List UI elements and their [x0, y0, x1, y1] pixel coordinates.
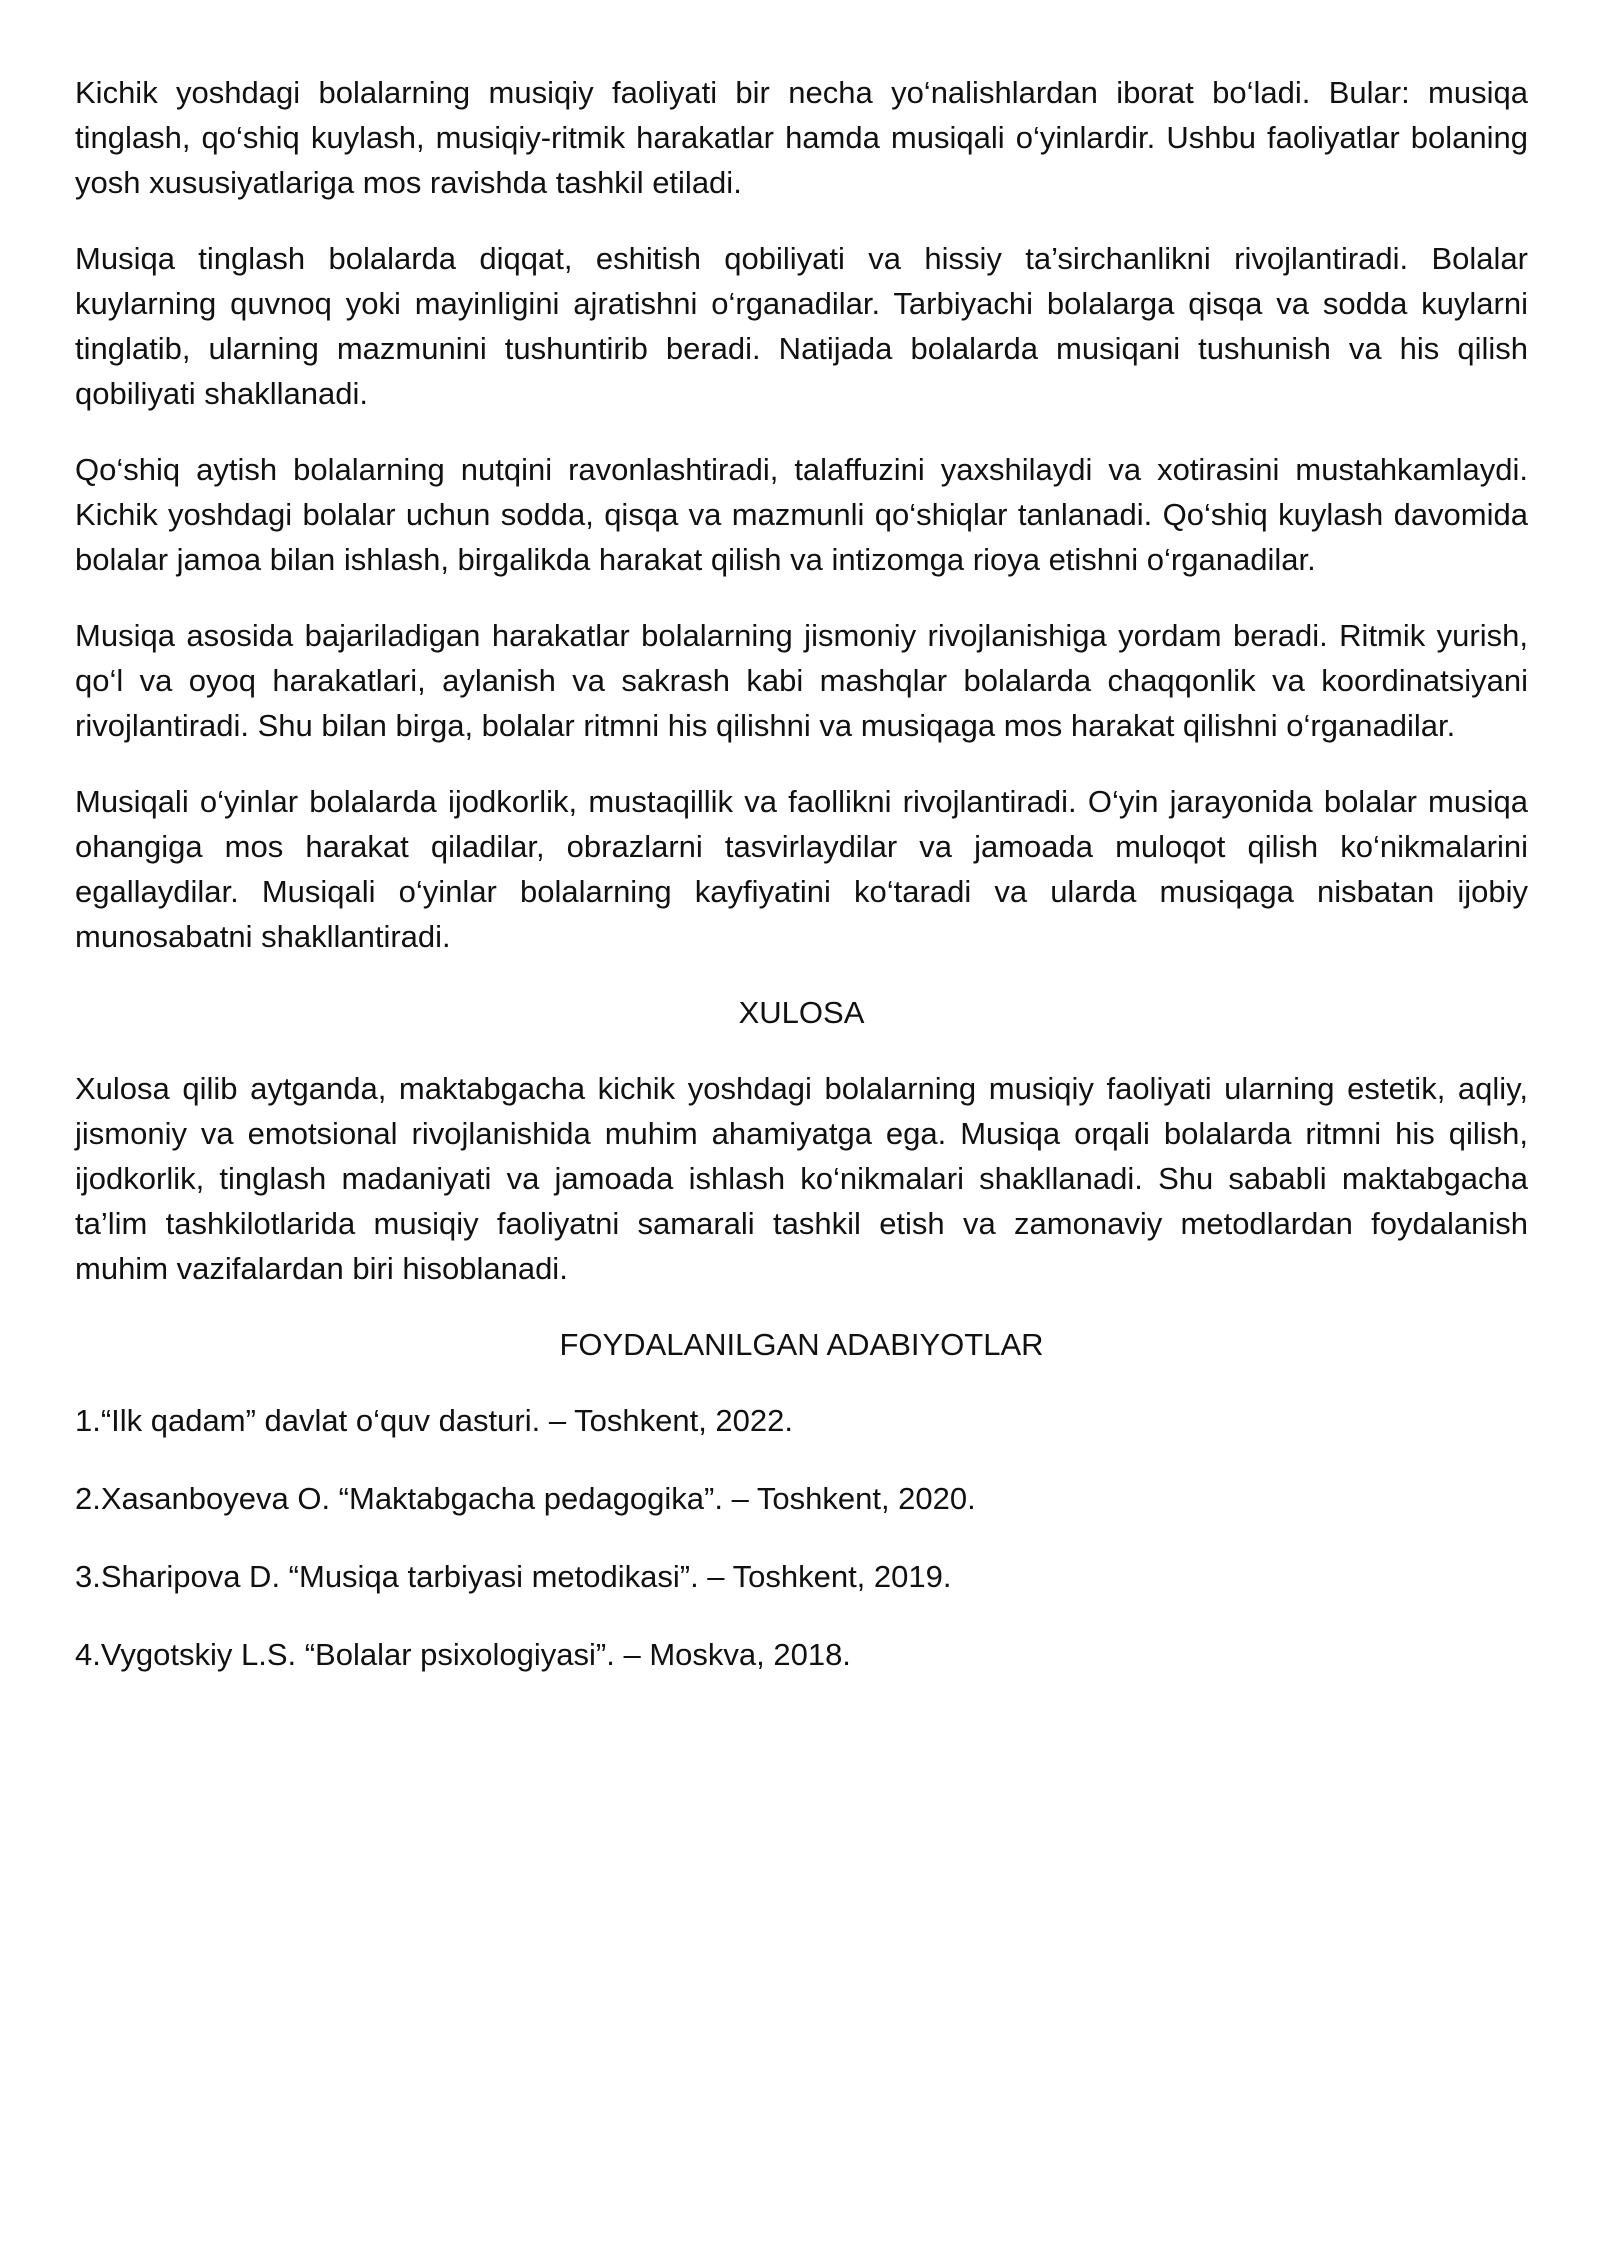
references-list [75, 1398, 1528, 1677]
reference-item-2: 2.Xasanboyeva O. “Maktabgacha pedagogika”. – Toshkent, 2020. [75, 1481, 976, 1516]
body-paragraph-2: Musiqa tinglash bolalarda diqqat, eshitish qobiliyati va hissiy ta’sirchanlikni rivojlantiradi. Bolalar kuylarning quvnoq yoki mayinligini ajratishni o‘rganadilar. Tarbiyachi bolalarga qisqa va sodda kuylarni tinglatib, ularning mazmunini tushuntirib beradi. Natijada bolalarda musiqani tushunish va his qilish qobiliyati shakllanadi. [75, 241, 1528, 411]
document-page [75, 70, 1528, 1710]
body-paragraph-3: Qo‘shiq aytish bolalarning nutqini ravonlashtiradi, talaffuzini yaxshilaydi va xotirasini mustahkamlaydi. Kichik yoshdagi bolalar uchun sodda, qisqa va mazmunli qo‘shiqlar tanlanadi. Qo‘shiq kuylash davomida bolalar jamoa bilan ishlash, birgalikda harakat qilish va intizomga rioya etishni o‘rganadilar. [75, 452, 1528, 577]
body-paragraph-4: Musiqa asosida bajariladigan harakatlar bolalarning jismoniy rivojlanishiga yordam beradi. Ritmik yurish, qo‘l va oyoq harakatlari, aylanish va sakrash kabi mashqlar bolalarda chaqqonlik va koordinatsiyani rivojlantiradi. Shu bilan birga, bolalar ritmni his qilishni va musiqaga mos harakat qilishni o‘rganadilar. [75, 618, 1528, 743]
body-paragraph-1: Kichik yoshdagi bolalarning musiqiy faoliyati bir necha yo‘nalishlardan iborat bo‘ladi. Bular: musiqa tinglash, qo‘shiq kuylash, musiqiy-ritmik harakatlar hamda musiqali o‘yinlardir. Ushbu faoliyatlar bolaning yosh xususiyatlariga mos ravishda tashkil etiladi. [75, 75, 1528, 200]
reference-item-3: 3.Sharipova D. “Musiqa tarbiyasi metodikasi”. – Toshkent, 2019. [75, 1559, 952, 1594]
references-heading: FOYDALANILGAN ADABIYOTLAR [559, 1327, 1044, 1362]
body-paragraph-5: Musiqali o‘yinlar bolalarda ijodkorlik, mustaqillik va faollikni rivojlantiradi. O‘yin jarayonida bolalar musiqa ohangiga mos harakat qiladilar, obrazlarni tasvirlaydilar va jamoada muloqot qilish ko‘nikmalarini egallaydilar. Musiqali o‘yinlar bolalarning kayfiyatini ko‘taradi va ularda musiqaga nisbatan ijobiy munosabatni shakllantiradi. [75, 784, 1528, 954]
reference-item-4: 4.Vygotskiy L.S. “Bolalar psixologiyasi”. – Moskva, 2018. [75, 1637, 851, 1672]
conclusion-heading: XULOSA [738, 995, 865, 1030]
conclusion-paragraph: Xulosa qilib aytganda, maktabgacha kichik yoshdagi bolalarning musiqiy faoliyati ularning estetik, aqliy, jismoniy va emotsional rivojlanishida muhim ahamiyatga ega. Musiqa orqali bolalarda ritmni his qilish, ijodkorlik, tinglash madaniyati va jamoada ishlash ko‘nikmalari shakllanadi. Shu sababli maktabgacha ta’lim tashkilotlarida musiqiy faoliyatni samarali tashkil etish va zamonaviy metodlardan foydalanish muhim vazifalardan biri hisoblanadi. [75, 1071, 1528, 1286]
reference-item-1: 1.“Ilk qadam” davlat o‘quv dasturi. – Toshkent, 2022. [75, 1403, 794, 1438]
